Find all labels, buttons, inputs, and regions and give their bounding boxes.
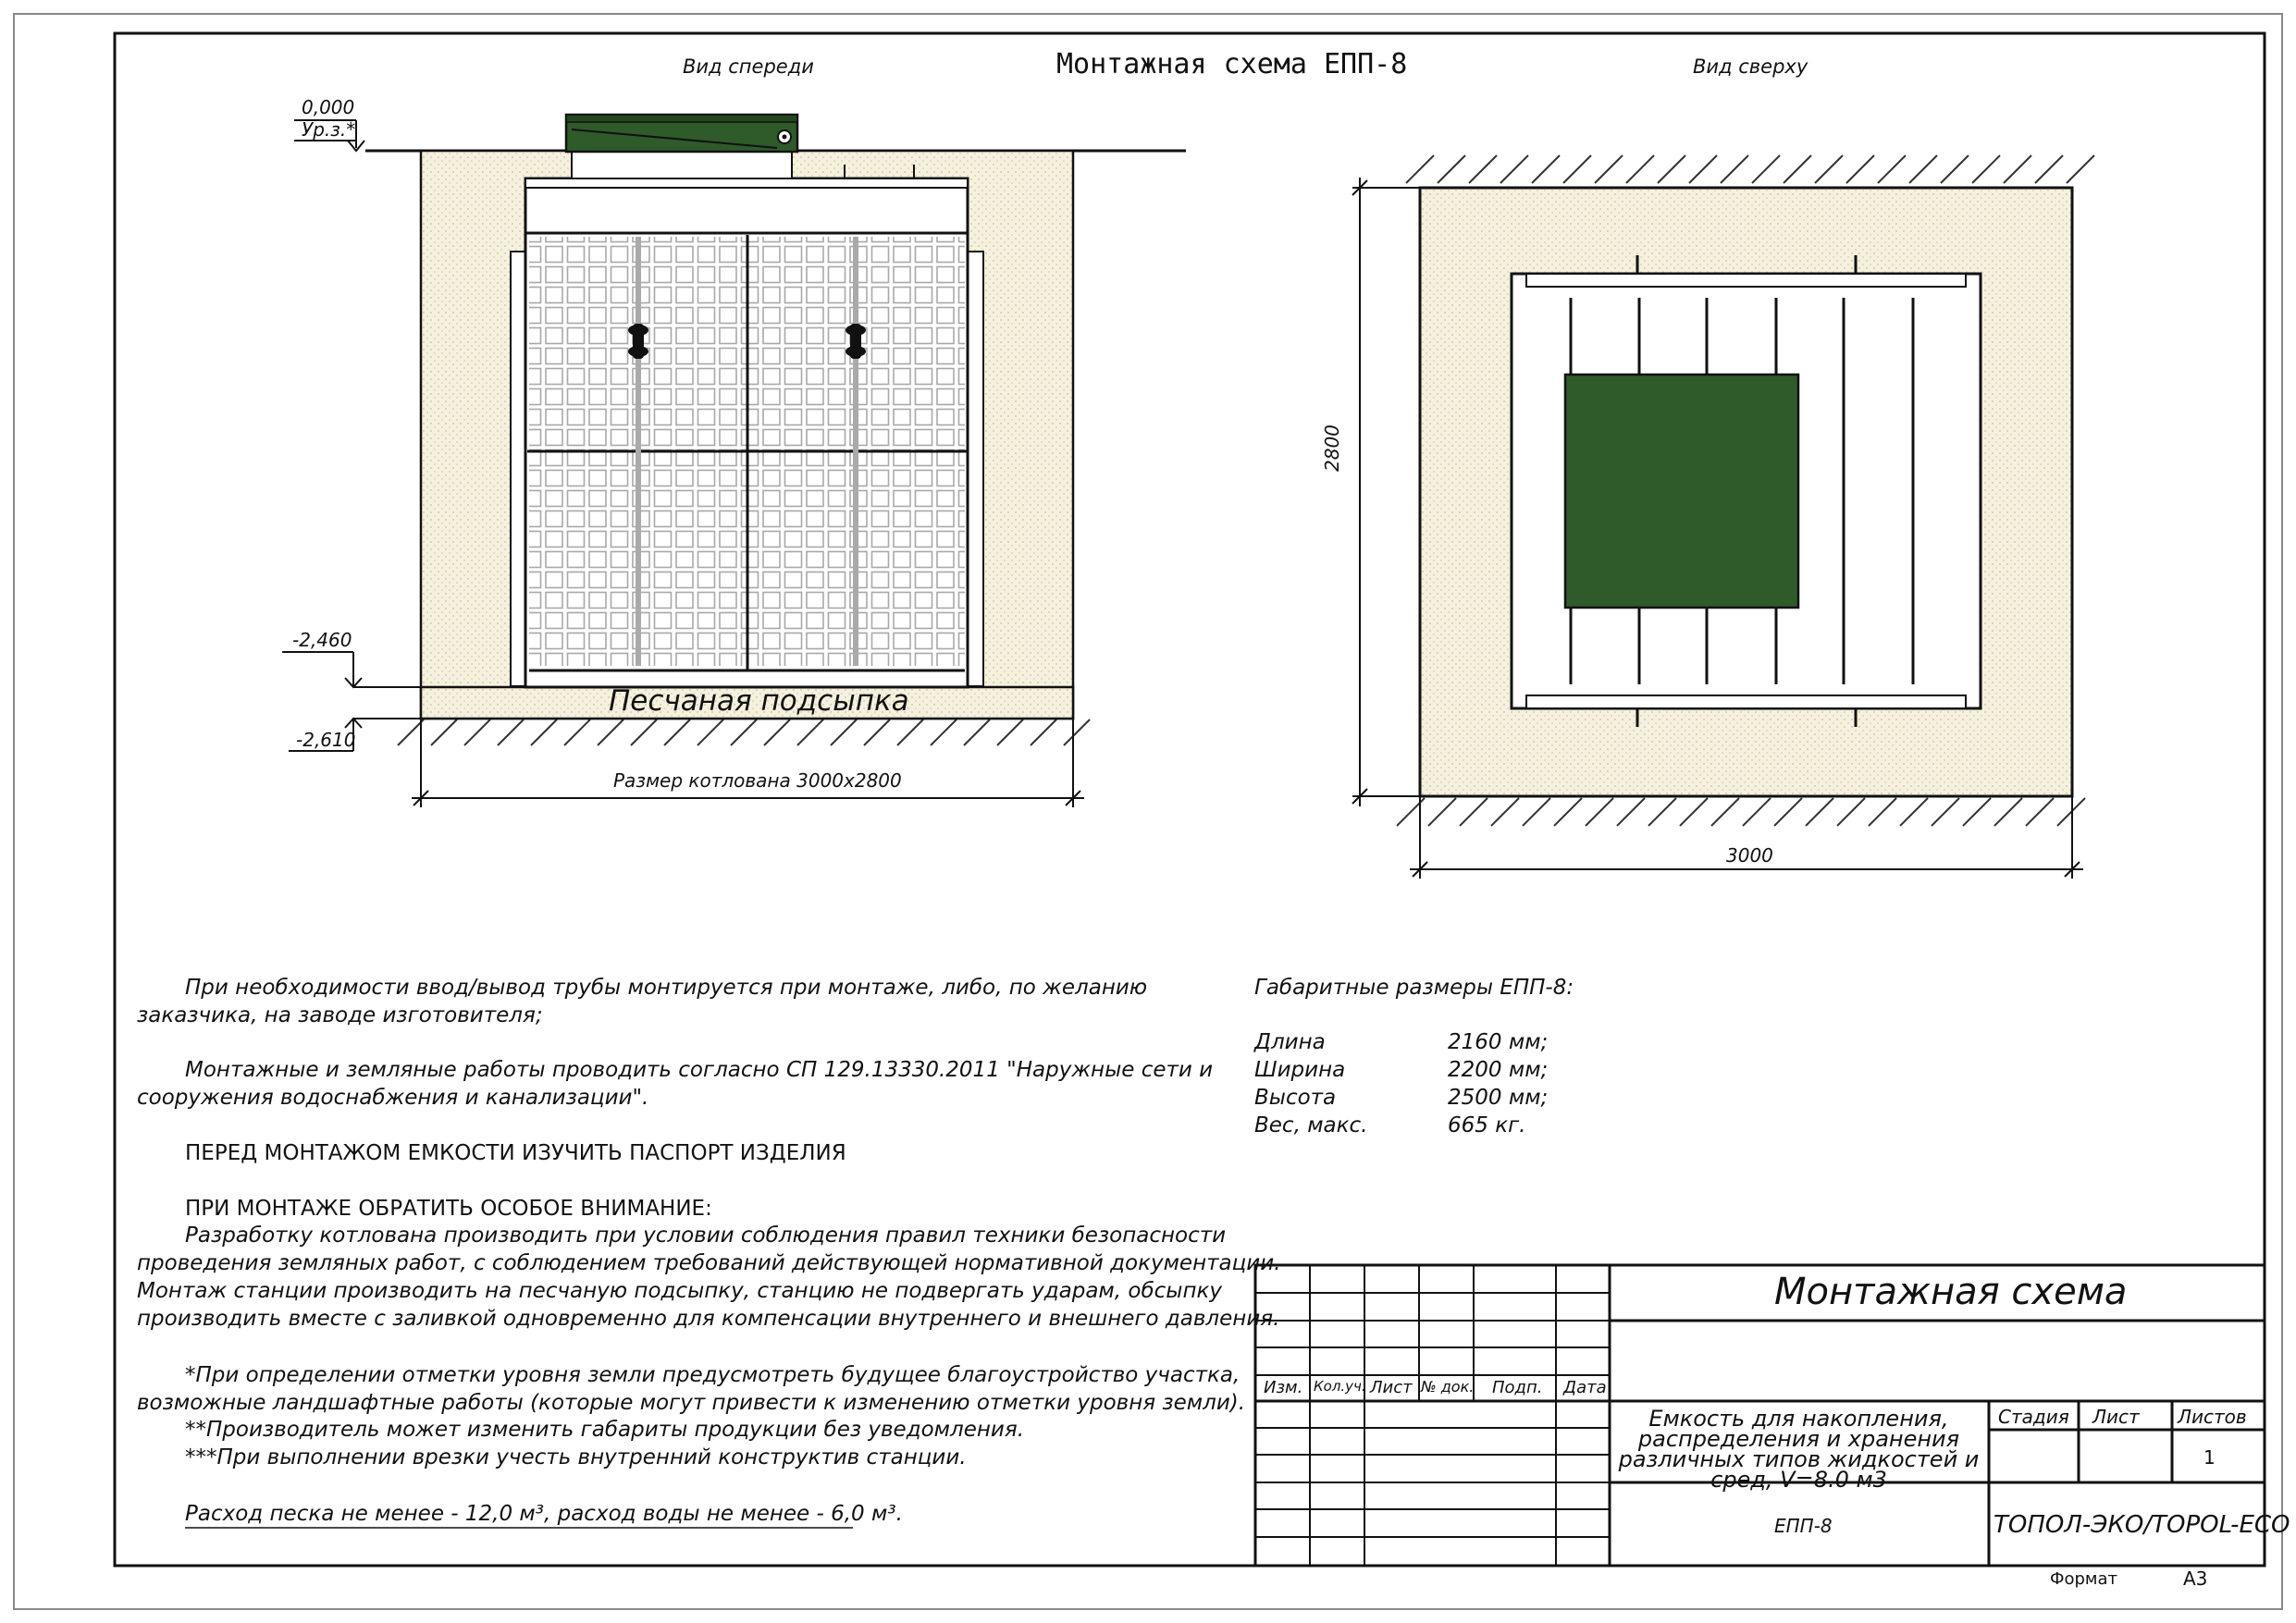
tb-sheet-label: Лист <box>2092 1406 2140 1428</box>
front-view-label: Вид спереди <box>683 55 814 78</box>
consumption-note: Расход песка не менее - 12,0 м³, расход воды не менее - 6,0 м³. <box>185 1502 903 1526</box>
top-dim-horizontal: 3000 <box>1726 844 1773 867</box>
note-text: *При определении отметки уровня земли предусмотреть будущее благоустройство участка, <box>185 1363 1241 1387</box>
ground-level-label: Ур.з.* <box>302 118 356 141</box>
note-text: Монтаж станции производить на песчаную подсыпку, станцию не подвергать ударам, обсыпку <box>137 1279 1222 1303</box>
tb-col-header: № док. <box>1421 1378 1475 1396</box>
tb-col-header: Лист <box>1370 1378 1413 1397</box>
note-text: При необходимости ввод/вывод трубы монтируется при монтаже, либо, по желанию <box>185 976 1148 1000</box>
note-text: заказчика, на заводе изготовителя; <box>137 1003 543 1027</box>
dimension-name: Высота <box>1254 1086 1337 1110</box>
dimension-value: 665 кг. <box>1448 1113 1526 1137</box>
note-text: Монтажные и земляные работы проводить согласно СП 129.13330.2011 "Наружные сети и <box>185 1058 1214 1082</box>
tb-col-header: Изм. <box>1264 1378 1303 1397</box>
drawing-title: Монтажная схема ЕПП-8 <box>1056 48 1408 80</box>
dimension-value: 2200 мм; <box>1448 1058 1549 1082</box>
tb-col-header: Дата <box>1563 1378 1607 1397</box>
tb-stage-label: Стадия <box>1998 1406 2069 1428</box>
tb-company: ТОПОЛ-ЭКО/TOPOL-ECO <box>1994 1511 2290 1539</box>
level-bottom-pit: -2,610 <box>296 729 356 751</box>
top-dim-vertical: 2800 <box>1321 424 1343 472</box>
lid-top <box>1565 375 1798 608</box>
dimension-value: 2500 мм; <box>1448 1086 1549 1110</box>
note-text: проведения земляных работ, с соблюдением требований действующей нормативной документации. <box>137 1251 1281 1275</box>
dimension-value: 2160 мм; <box>1448 1030 1549 1054</box>
note-text: Разработку котлована производить при условии соблюдения правил техники безопасности <box>185 1223 1227 1248</box>
pit-size-label: Размер котлована 3000х2800 <box>613 769 902 792</box>
sand-bed-label: Песчаная подсыпка <box>609 684 909 718</box>
tb-col-header: Подп. <box>1492 1378 1543 1397</box>
level-bottom-tank: -2,460 <box>292 629 352 651</box>
tb-format-label: Формат <box>2050 1569 2118 1589</box>
dimension-name: Длина <box>1254 1030 1326 1054</box>
tb-format-value: А3 <box>2183 1568 2208 1590</box>
top-view <box>1352 155 2094 879</box>
note-text: ***При выполнении врезки учесть внутренний конструктив станции. <box>185 1445 967 1469</box>
tb-description: Емкость для накопления, распределения и хранения различных типов жидкостей и сред, V=8.0 м3 <box>1618 1406 1980 1493</box>
tb-title: Монтажная схема <box>1774 1271 2128 1313</box>
dimension-name: Вес, макс. <box>1254 1113 1368 1137</box>
note-text: производить вместе с заливкой одновременно для компенсации внутреннего и внешнего давления. <box>137 1307 1280 1331</box>
lid <box>566 115 797 152</box>
note-text: сооружения водоснабжения и канализации". <box>137 1086 649 1110</box>
dimension-name: Ширина <box>1254 1058 1346 1082</box>
tb-sheets-label: Листов <box>2178 1406 2247 1428</box>
note-text: **Производитель может изменить габариты продукции без уведомления. <box>185 1418 1025 1442</box>
level-zero: 0,000 <box>302 96 355 118</box>
note-text: возможные ландшафтные работы (которые могут привести к изменению отметки уровня земли). <box>137 1391 1246 1415</box>
tb-col-header: Кол.уч. <box>1314 1378 1366 1395</box>
tb-sheets-value: 1 <box>2203 1446 2216 1469</box>
note-text: ПЕРЕД МОНТАЖОМ ЕМКОСТИ ИЗУЧИТЬ ПАСПОРТ ИЗДЕЛИЯ <box>185 1141 846 1165</box>
top-view-label: Вид сверху <box>1693 55 1808 78</box>
dimensions-heading: Габаритные размеры ЕПП-8: <box>1254 976 1574 1000</box>
tb-code: ЕПП-8 <box>1774 1515 1833 1537</box>
note-heading: ПРИ МОНТАЖЕ ОБРАТИТЬ ОСОБОЕ ВНИМАНИЕ: <box>185 1197 712 1221</box>
